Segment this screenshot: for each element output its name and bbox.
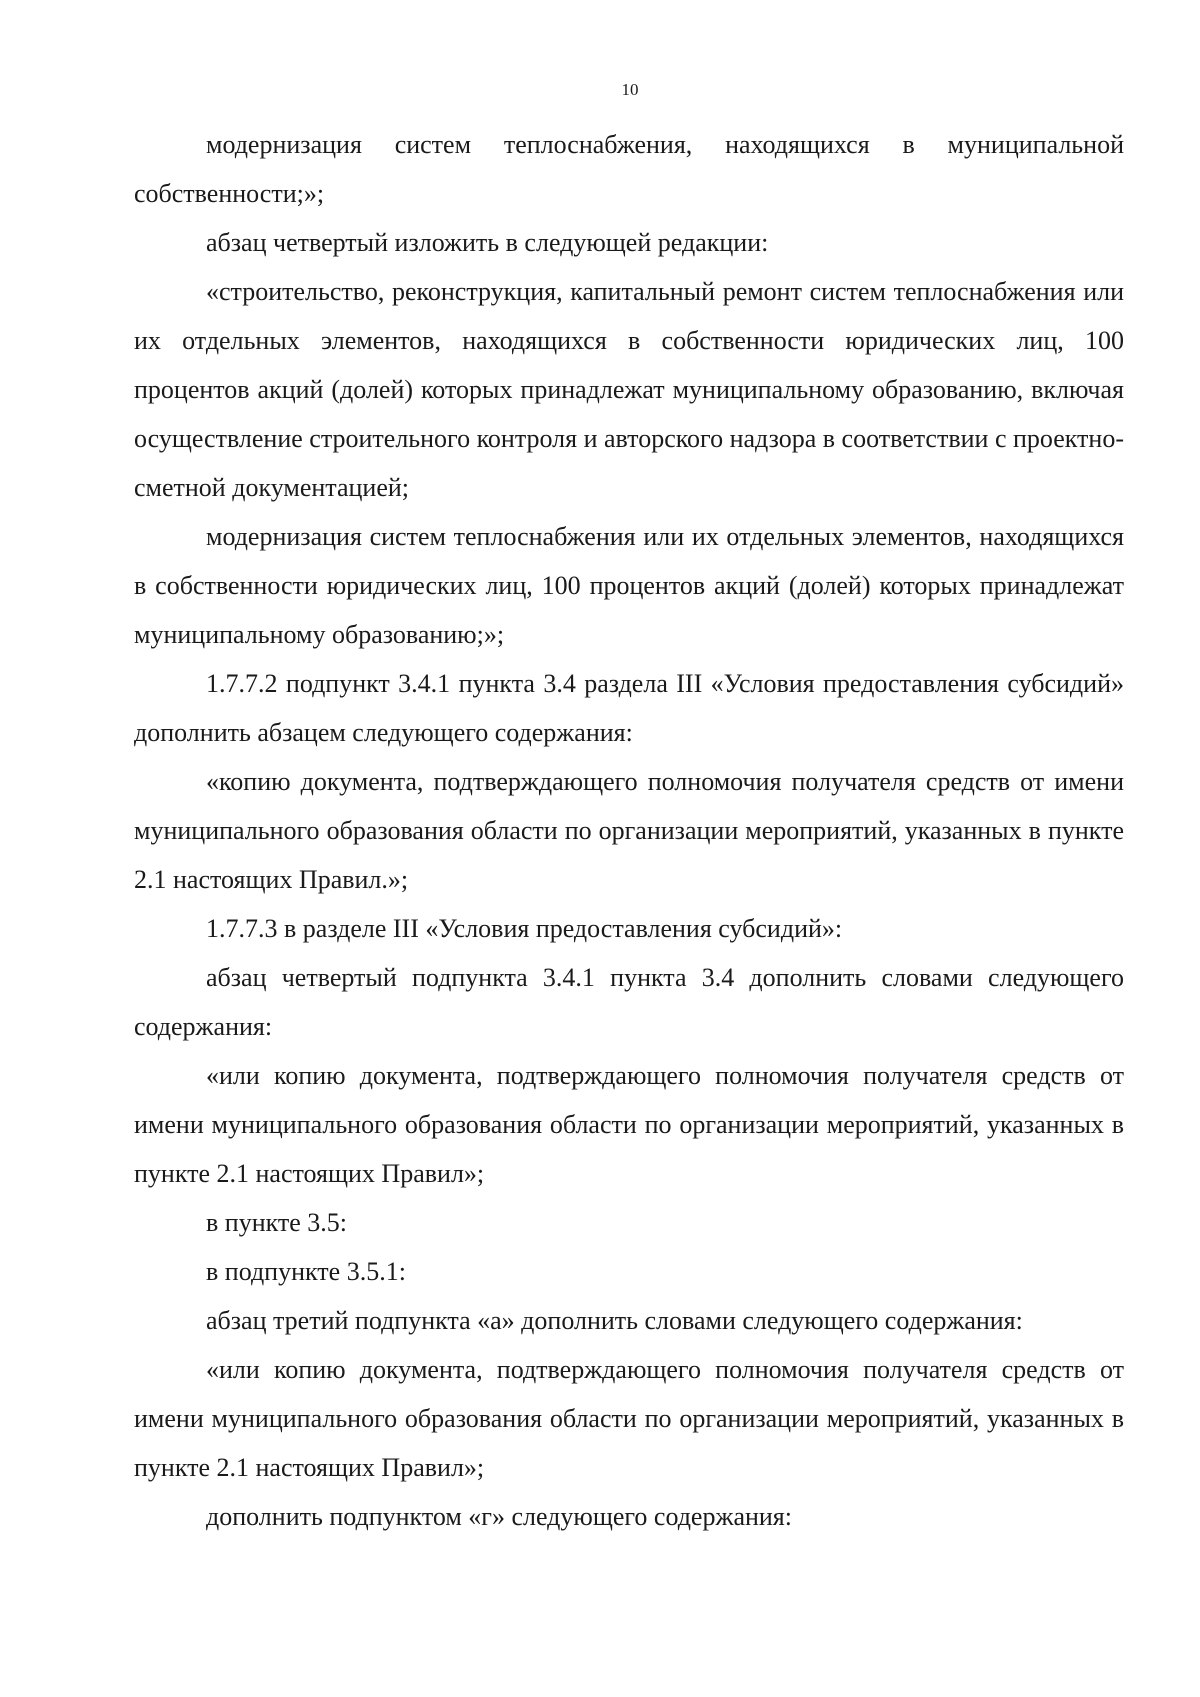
paragraph: абзац третий подпункта «а» дополнить словами следующего содержания: xyxy=(206,1306,1023,1335)
document-body xyxy=(134,120,1124,1541)
paragraph: «или копию документа, подтверждающего полномочия получателя средств от имени муниципального образования области по организации мероприятий, указанных в пункте 2.1 настоящих Правил»; xyxy=(134,1061,1124,1188)
paragraph: модернизация систем теплоснабжения или их отдельных элементов, находящихся в собственности юридических лиц, 100 процентов акций (долей) которых принадлежат муниципальному образованию;»; xyxy=(134,522,1124,649)
paragraph: 1.7.7.3 в разделе III «Условия предоставления субсидий»: xyxy=(206,914,843,943)
paragraph: «строительство, реконструкция, капитальный ремонт систем теплоснабжения или их отдельных элементов, находящихся в собственности юридических лиц, 100 процентов акций (долей) которых принадлежат муниципальному образованию, включая осуществление строительного контроля и авторского надзора в соответствии с проектно-сметной документацией; xyxy=(134,277,1124,502)
paragraph: «копию документа, подтверждающего полномочия получателя средств от имени муниципального образования области по организации мероприятий, указанных в пункте 2.1 настоящих Правил.»; xyxy=(134,767,1124,894)
paragraph: 1.7.7.2 подпункт 3.4.1 пункта 3.4 раздела III «Условия предоставления субсидий» дополнить абзацем следующего содержания: xyxy=(134,669,1124,747)
paragraph: дополнить подпунктом «г» следующего содержания: xyxy=(206,1502,792,1531)
paragraph: в пункте 3.5: xyxy=(206,1208,348,1237)
paragraph: модернизация систем теплоснабжения, находящихся в муниципальной собственности;»; xyxy=(134,130,1124,208)
paragraph: абзац четвертый подпункта 3.4.1 пункта 3.4 дополнить словами следующего содержания: xyxy=(134,963,1124,1041)
paragraph: в подпункте 3.5.1: xyxy=(206,1257,406,1286)
paragraph: «или копию документа, подтверждающего полномочия получателя средств от имени муниципального образования области по организации мероприятий, указанных в пункте 2.1 настоящих Правил»; xyxy=(134,1355,1124,1482)
page-number: 10 xyxy=(621,80,639,99)
paragraph: абзац четвертый изложить в следующей редакции: xyxy=(206,228,769,257)
